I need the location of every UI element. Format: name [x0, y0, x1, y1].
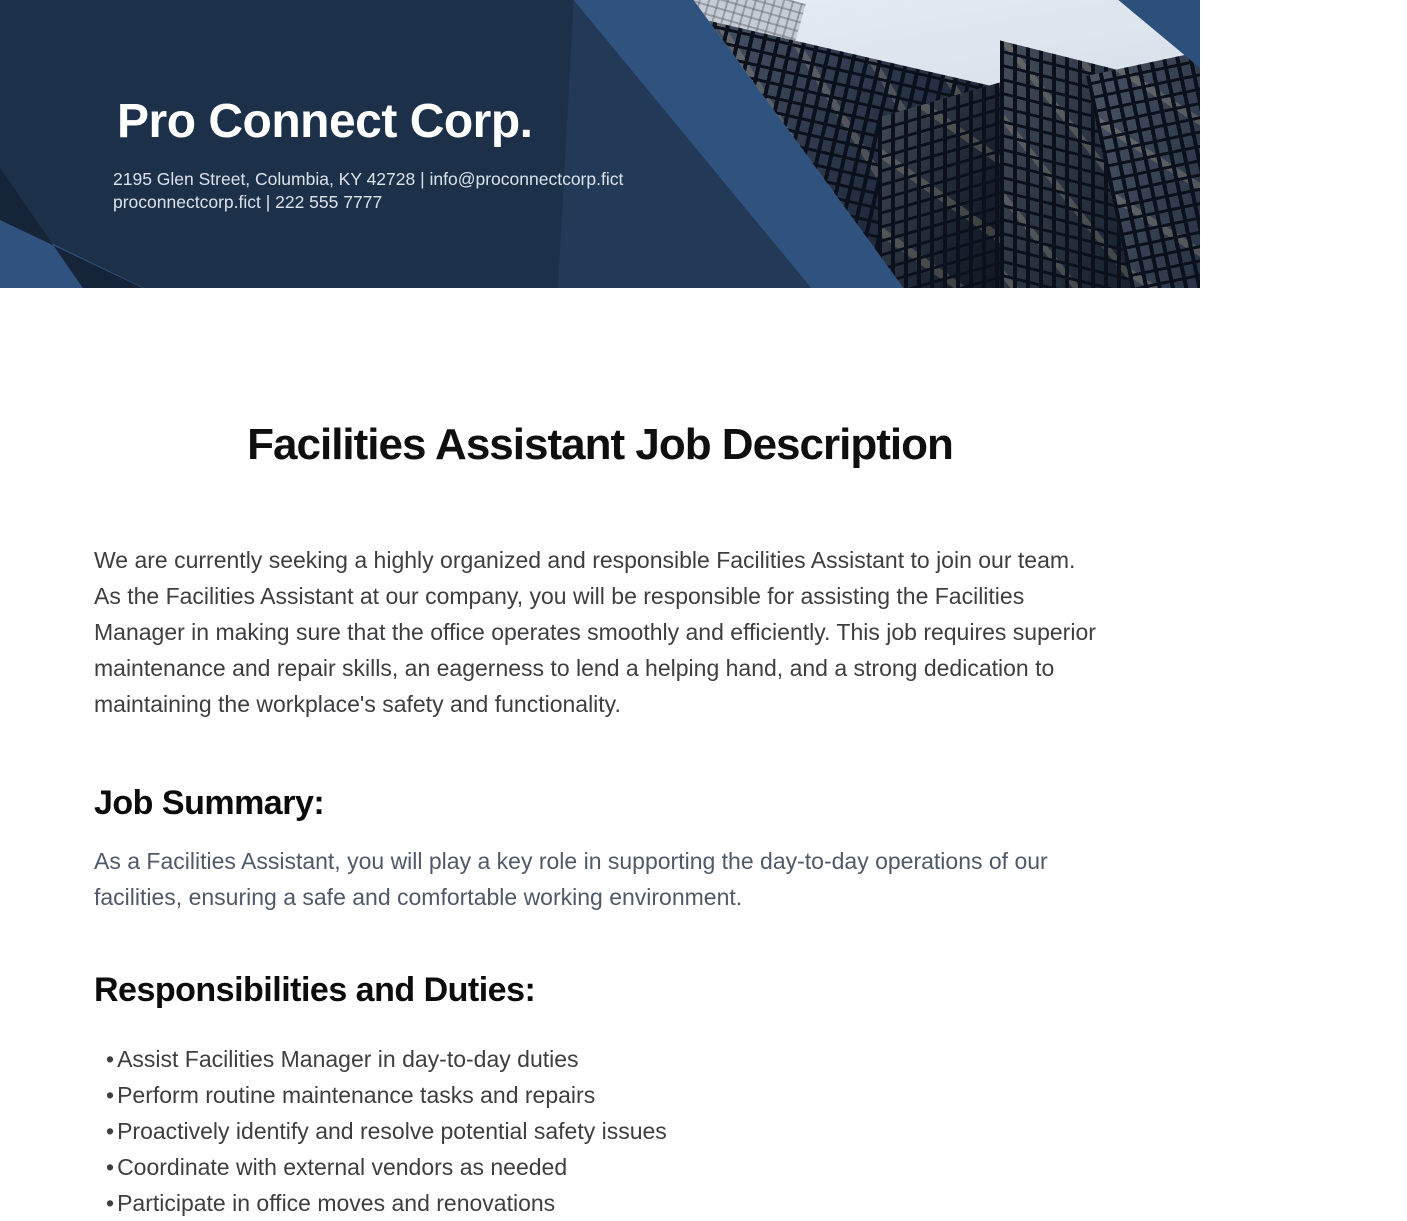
contact-line-2: proconnectcorp.fict | 222 555 7777	[113, 191, 383, 212]
company-name: Pro Connect Corp.	[117, 95, 533, 148]
company-contact	[113, 168, 623, 213]
page-title: Facilities Assistant Job Description	[247, 420, 953, 469]
list-item: • Coordinate with external vendors as needed	[106, 1149, 1106, 1185]
job-summary-paragraph: As a Facilities Assistant, you will play a key role in supporting the day-to-day operations of our facilities, ensuring a safe and comfortable working environment.	[94, 848, 1048, 910]
contact-line-1: 2195 Glen Street, Columbia, KY 42728 | info@proconnectcorp.fict	[113, 169, 624, 189]
list-item: • Participate in office moves and renovations	[106, 1185, 1106, 1221]
responsibilities-list	[94, 1041, 1106, 1221]
list-item: • Assist Facilities Manager in day-to-day duties	[106, 1041, 1106, 1077]
list-item: • Proactively identify and resolve potential safety issues	[106, 1113, 1106, 1149]
document-content	[0, 288, 1200, 1221]
responsibilities-heading: Responsibilities and Duties:	[94, 971, 536, 1009]
job-summary-heading: Job Summary:	[94, 784, 325, 822]
header-banner	[0, 0, 1200, 288]
header-text-block	[0, 0, 720, 288]
list-item: • Perform routine maintenance tasks and repairs	[106, 1077, 1106, 1113]
intro-paragraph: We are currently seeking a highly organized and responsible Facilities Assistant to join our team. As the Facilities Assistant at our company, you will be responsible for assisting the Facilities Manager in making sure that the office operates smoothly and efficiently. This job requires superior maintenance and repair skills, an eagerness to lend a helping hand, and a strong dedication to maintaining the workplace's safety and functionality.	[94, 547, 1096, 717]
